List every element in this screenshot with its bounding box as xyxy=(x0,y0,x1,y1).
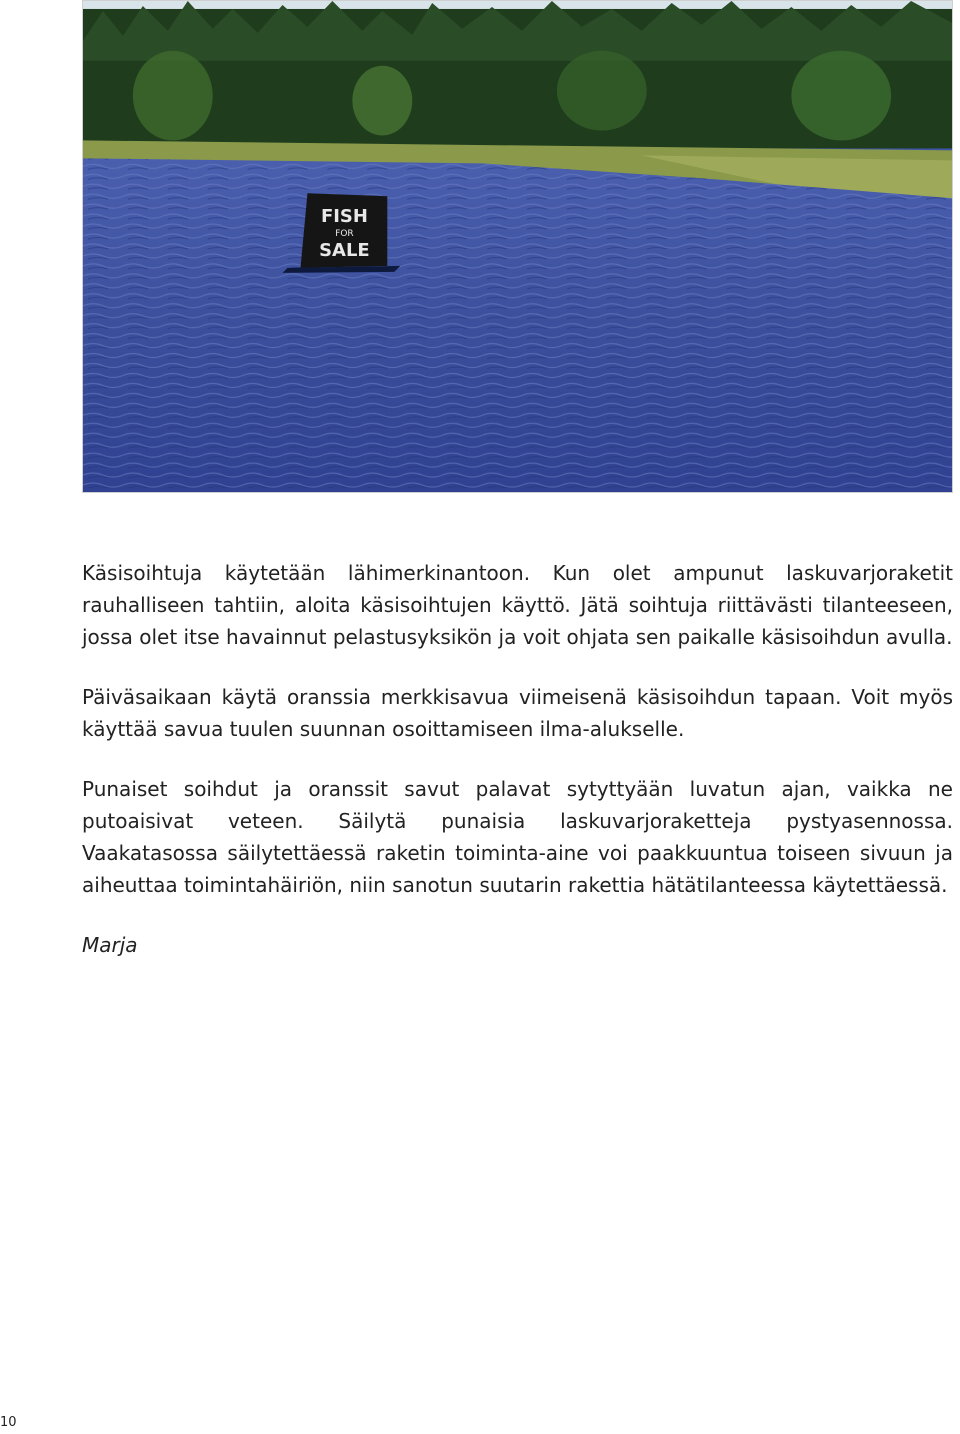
lake-photo xyxy=(82,0,953,493)
paragraph: Käsisoihtuja käytetään lähimerkinantoon. Kun olet ampunut laskuvarjoraketit rauhalliseen tahtiin, aloita käsisoihtujen käyttö. Jätä soihtuja riittävästi tilanteeseen, jossa olet itse havainnut pelastusyksikön ja voit ohjata sen paikalle käsisoihdun avulla. xyxy=(82,561,953,649)
paragraph: Punaiset soihdut ja oranssit savut palavat sytyttyään luvatun ajan, vaikka ne putoaisivat veteen. Säilytä punaisia laskuvarjoraketteja pystyasennossa. Vaakatasossa säilytettäessä raketin toiminta-aine voi paakkuuntua toiseen sivuun ja aiheuttaa toimintahäiriön, niin sanotun suutarin rakettia hätätilanteessa käytettäessä. xyxy=(82,777,953,897)
sign-text-line1: FISH xyxy=(320,206,368,228)
author-signature: Marja xyxy=(82,933,138,957)
sign-text-line3: SALE xyxy=(319,239,370,261)
sign-text-line2: FOR xyxy=(335,229,354,240)
paragraph: Päiväsaikaan käytä oranssia merkkisavua viimeisenä käsisoihdun tapaan. Voit myös käyttää savua tuulen suunnan osoittamiseen ilma-alukselle. xyxy=(82,685,953,741)
page-number: 10 xyxy=(0,1415,17,1430)
body-text xyxy=(82,557,953,989)
lake-scene-illustration xyxy=(83,1,952,492)
